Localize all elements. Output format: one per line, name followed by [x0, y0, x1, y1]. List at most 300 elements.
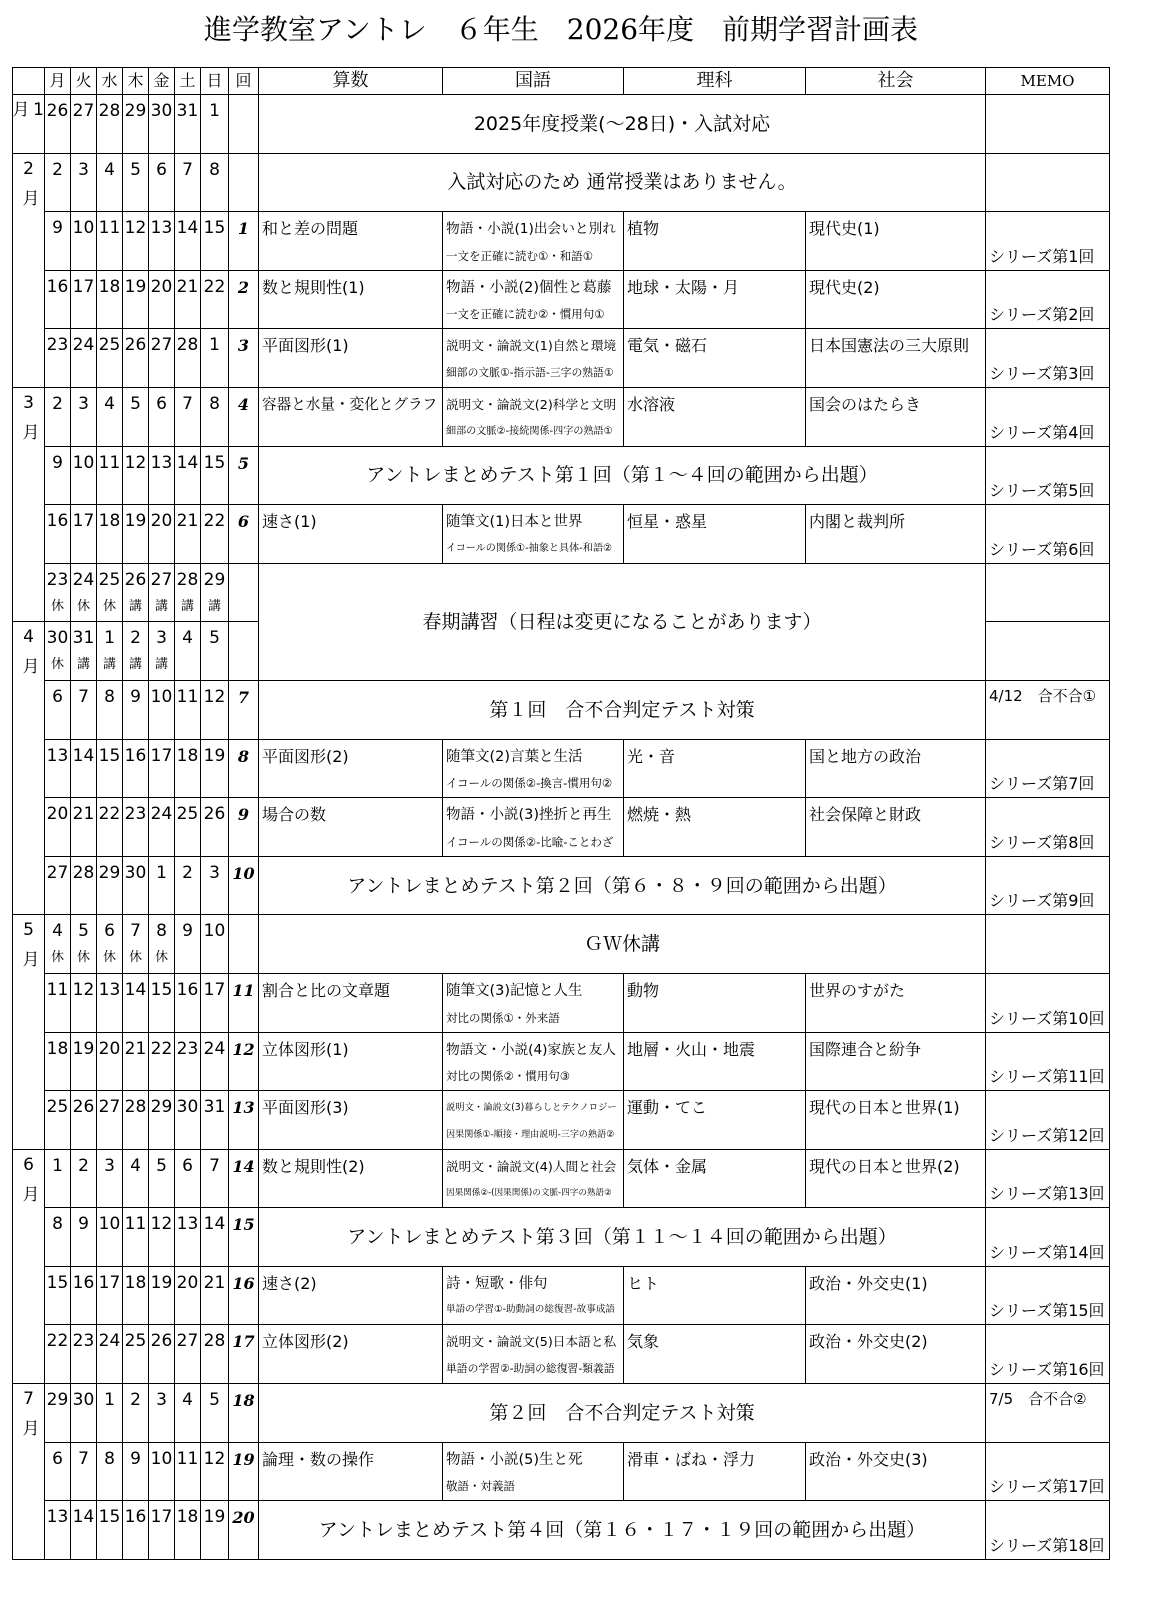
date-cell — [123, 622, 149, 681]
japanese-topic-main: 物語・小説(3)挫折と再生 — [446, 807, 612, 824]
date-cell — [71, 857, 97, 916]
date-number: 9 — [130, 686, 141, 707]
date-cell — [123, 95, 149, 154]
memo-cell — [986, 1501, 1110, 1560]
date-number: 28 — [124, 1097, 147, 1118]
page-title: 進学教室アントレ ６年生 2026年度 前期学習計画表 — [203, 13, 919, 46]
date-number: 19 — [150, 1272, 173, 1293]
memo-text: シリーズ第13回 — [989, 1184, 1105, 1204]
date-number: 10 — [150, 1448, 173, 1469]
date-number: 9 — [52, 452, 63, 473]
social-studies-topic: 国会のはたらき — [806, 388, 986, 447]
date-status-mark: 休 — [102, 950, 116, 966]
date-cell — [45, 915, 71, 974]
event-banner: 第２回 合不合判定テスト対策 — [259, 1384, 986, 1443]
date-cell — [97, 1325, 123, 1384]
science-topic: 地層・火山・地震 — [624, 1033, 806, 1092]
japanese-topic-sub: 一文を正確に読む①・和語① — [446, 248, 594, 263]
date-cell — [149, 1267, 175, 1326]
memo-cell — [986, 1208, 1110, 1267]
date-cell — [97, 95, 123, 154]
math-topic: 容器と水量・変化とグラフ — [259, 388, 443, 447]
japanese-topic — [443, 505, 624, 564]
date-number: 8 — [156, 921, 167, 942]
date-number: 30 — [72, 1390, 95, 1411]
date-cell — [149, 1150, 175, 1209]
date-status-mark: 講 — [102, 657, 116, 673]
date-cell — [201, 388, 229, 447]
date-cell — [71, 329, 97, 388]
date-number: 6 — [156, 159, 167, 180]
date-number: 3 — [78, 393, 89, 414]
date-number: 7 — [209, 1155, 220, 1176]
date-cell — [97, 857, 123, 916]
memo-text: シリーズ第1回 — [989, 246, 1095, 266]
date-cell — [97, 388, 123, 447]
date-number: 11 — [46, 979, 69, 1000]
japanese-topic — [443, 974, 624, 1033]
date-cell — [97, 1384, 123, 1443]
date-number: 18 — [98, 511, 121, 532]
date-number: 20 — [176, 1272, 199, 1293]
date-cell — [45, 1325, 71, 1384]
date-number: 5 — [78, 921, 89, 942]
date-number: 27 — [176, 1331, 199, 1352]
header-subject: 社会 — [806, 68, 986, 95]
date-number: 25 — [98, 569, 121, 590]
memo-cell — [986, 447, 1110, 506]
social-studies-topic: 国際連合と紛争 — [806, 1033, 986, 1092]
social-studies-topic: 日本国憲法の三大原則 — [806, 329, 986, 388]
date-status-mark: 休 — [76, 950, 90, 966]
date-cell — [175, 798, 201, 857]
header-month-column — [13, 68, 45, 95]
date-number: 25 — [46, 1097, 69, 1118]
date-number: 22 — [203, 511, 226, 532]
japanese-topic-main: 説明文・論説文(4)人間と社会 — [446, 1158, 617, 1174]
date-number: 12 — [124, 218, 147, 239]
date-cell — [123, 505, 149, 564]
japanese-topic-main: 物語・小説(2)個性と葛藤 — [446, 279, 612, 296]
date-cell — [71, 1443, 97, 1502]
science-topic: 水溶液 — [624, 388, 806, 447]
date-number: 28 — [72, 862, 95, 883]
japanese-topic-sub: 単語の学習②-助詞の総復習-類義語 — [446, 1362, 615, 1376]
date-number: 4 — [130, 1155, 141, 1176]
date-number: 27 — [72, 101, 95, 121]
date-number: 28 — [176, 569, 199, 590]
date-cell — [97, 974, 123, 1033]
japanese-topic-main: 説明文・論説文(1)自然と環境 — [446, 338, 617, 354]
date-number: 15 — [98, 1507, 121, 1528]
date-number: 9 — [52, 218, 63, 239]
date-cell — [149, 505, 175, 564]
lesson-number: 1 — [229, 212, 259, 271]
lesson-number: 13 — [229, 1091, 259, 1150]
japanese-topic — [443, 212, 624, 271]
date-cell — [45, 1033, 71, 1092]
date-cell — [149, 447, 175, 506]
date-number: 7 — [182, 393, 193, 414]
date-cell — [71, 505, 97, 564]
date-cell — [201, 1091, 229, 1150]
date-number: 29 — [150, 1097, 173, 1118]
date-cell — [71, 1325, 97, 1384]
memo-cell — [986, 1150, 1110, 1209]
date-cell — [71, 974, 97, 1033]
date-cell — [97, 915, 123, 974]
date-cell — [123, 1091, 149, 1150]
date-cell — [97, 505, 123, 564]
social-studies-topic: 国と地方の政治 — [806, 740, 986, 799]
date-number: 27 — [150, 335, 173, 356]
memo-text: シリーズ第7回 — [989, 774, 1095, 794]
date-number: 17 — [203, 979, 226, 1000]
date-cell — [149, 212, 175, 271]
science-topic: 光・音 — [624, 740, 806, 799]
date-number: 20 — [150, 276, 173, 297]
date-cell — [149, 1033, 175, 1092]
science-topic: 地球・太陽・月 — [624, 271, 806, 330]
date-cell — [97, 622, 123, 681]
date-number: 2 — [130, 1390, 141, 1411]
date-number: 13 — [150, 452, 173, 473]
date-number: 8 — [209, 393, 220, 414]
date-cell — [175, 154, 201, 213]
date-cell — [149, 1384, 175, 1443]
date-cell — [97, 564, 123, 623]
date-cell — [45, 564, 71, 623]
event-banner: 春期講習（日程は変更になることがあります） — [259, 564, 986, 681]
header-day: 土 — [175, 68, 201, 95]
date-number: 20 — [150, 511, 173, 532]
japanese-topic-sub: 単語の学習①-助動詞の総復習-故事成語 — [446, 1304, 616, 1316]
date-cell — [123, 1150, 149, 1209]
lesson-number: 17 — [229, 1325, 259, 1384]
month-label: 1月 — [8, 100, 49, 130]
memo-cell — [986, 154, 1110, 213]
science-topic: 燃焼・熱 — [624, 798, 806, 857]
date-number: 29 — [203, 569, 226, 590]
date-number: 14 — [203, 1214, 226, 1235]
memo-cell — [986, 622, 1110, 681]
japanese-topic — [443, 1150, 624, 1209]
date-cell — [201, 857, 229, 916]
date-number: 22 — [150, 1038, 173, 1059]
date-cell — [175, 329, 201, 388]
date-cell — [201, 447, 229, 506]
japanese-topic-sub: イコールの関係①-抽象と具体-和語② — [446, 542, 613, 554]
date-number: 5 — [209, 628, 220, 649]
social-studies-topic: 現代史(1) — [806, 212, 986, 271]
date-number: 26 — [203, 804, 226, 825]
date-number: 15 — [150, 979, 173, 1000]
date-cell — [175, 1325, 201, 1384]
date-cell — [201, 1033, 229, 1092]
date-cell — [71, 798, 97, 857]
lesson-number: 9 — [229, 798, 259, 857]
japanese-topic-main: 説明文・論説文(3)暮らしとテクノロジー — [446, 1102, 617, 1114]
date-number: 31 — [176, 101, 199, 121]
date-cell — [123, 1267, 149, 1326]
date-cell — [123, 447, 149, 506]
date-number: 26 — [150, 1331, 173, 1352]
date-cell — [71, 1208, 97, 1267]
date-status-mark: 講 — [180, 598, 194, 614]
date-cell — [97, 740, 123, 799]
date-cell — [97, 1033, 123, 1092]
date-number: 13 — [98, 979, 121, 1000]
month-label: 6月 — [18, 1154, 39, 1212]
date-cell — [45, 154, 71, 213]
date-cell — [71, 1091, 97, 1150]
memo-cell — [986, 1384, 1110, 1443]
date-cell — [149, 388, 175, 447]
date-cell — [149, 915, 175, 974]
memo-cell — [986, 329, 1110, 388]
lesson-number: 14 — [229, 1150, 259, 1209]
date-cell — [175, 915, 201, 974]
japanese-topic — [443, 329, 624, 388]
date-number: 13 — [150, 218, 173, 239]
date-number: 4 — [104, 159, 115, 180]
social-studies-topic: 社会保障と財政 — [806, 798, 986, 857]
lesson-number: 2 — [229, 271, 259, 330]
date-number: 7 — [78, 1448, 89, 1469]
date-cell — [175, 1208, 201, 1267]
math-topic: 数と規則性(2) — [259, 1150, 443, 1209]
date-cell — [123, 1033, 149, 1092]
memo-cell — [986, 1033, 1110, 1092]
date-cell — [149, 1091, 175, 1150]
date-number: 11 — [124, 1214, 147, 1235]
lesson-number — [229, 154, 259, 213]
date-number: 2 — [52, 393, 63, 414]
date-cell — [149, 329, 175, 388]
date-number: 2 — [130, 628, 141, 649]
header-subject: 算数 — [259, 68, 443, 95]
date-number: 26 — [124, 569, 147, 590]
event-banner: アントレまとめテスト第２回（第６・８・９回の範囲から出題） — [259, 857, 986, 916]
date-cell — [201, 154, 229, 213]
date-number: 2 — [78, 1155, 89, 1176]
japanese-topic-sub: 一文を正確に読む②・慣用句① — [446, 307, 605, 322]
japanese-topic — [443, 1325, 624, 1384]
date-number: 19 — [203, 1507, 226, 1528]
date-cell — [175, 681, 201, 740]
date-number: 15 — [98, 745, 121, 766]
japanese-topic-main: 随筆文(3)記憶と人生 — [446, 982, 583, 999]
date-number: 12 — [72, 979, 95, 1000]
memo-cell — [986, 798, 1110, 857]
japanese-topic — [443, 1267, 624, 1326]
lesson-number — [229, 622, 259, 681]
month-label: 4月 — [18, 627, 39, 685]
date-cell — [149, 564, 175, 623]
date-number: 26 — [72, 1097, 95, 1118]
date-number: 18 — [176, 1507, 199, 1528]
social-studies-topic: 現代史(2) — [806, 271, 986, 330]
japanese-topic-main: 物語・小説(5)生と死 — [446, 1451, 583, 1468]
date-number: 15 — [203, 452, 226, 473]
header-day: 金 — [149, 68, 175, 95]
month-label-cell — [13, 154, 45, 388]
science-topic: 運動・てこ — [624, 1091, 806, 1150]
science-topic: 植物 — [624, 212, 806, 271]
memo-text: シリーズ第9回 — [989, 891, 1095, 911]
date-number: 6 — [52, 1448, 63, 1469]
date-number: 24 — [203, 1038, 226, 1059]
date-cell — [123, 388, 149, 447]
lesson-number: 12 — [229, 1033, 259, 1092]
date-number: 30 — [46, 628, 69, 649]
date-status-mark: 休 — [154, 950, 168, 966]
event-banner: 2025年度授業(～28日)・入試対応 — [259, 95, 986, 154]
date-cell — [97, 798, 123, 857]
japanese-topic-main: 物語文・小説(4)家族と友人 — [446, 1041, 616, 1058]
japanese-topic-sub: 敬語・対義語 — [446, 1479, 515, 1494]
date-number: 1 — [209, 335, 220, 356]
date-cell — [45, 1501, 71, 1560]
memo-text: シリーズ第3回 — [989, 363, 1095, 383]
lesson-number: 19 — [229, 1443, 259, 1502]
date-cell — [175, 212, 201, 271]
date-cell — [175, 505, 201, 564]
date-cell — [97, 271, 123, 330]
date-number: 27 — [46, 862, 69, 883]
date-number: 13 — [46, 745, 69, 766]
japanese-topic-sub: 対比の関係②・慣用句③ — [446, 1069, 571, 1084]
social-studies-topic: 現代の日本と世界(1) — [806, 1091, 986, 1150]
date-number: 30 — [176, 1097, 199, 1118]
date-cell — [123, 212, 149, 271]
date-number: 30 — [150, 101, 173, 121]
date-cell — [175, 388, 201, 447]
date-number: 5 — [130, 393, 141, 414]
date-cell — [97, 212, 123, 271]
date-number: 16 — [124, 745, 147, 766]
date-number: 12 — [124, 452, 147, 473]
date-cell — [45, 1384, 71, 1443]
date-cell — [45, 740, 71, 799]
date-cell — [149, 622, 175, 681]
date-cell — [149, 857, 175, 916]
date-cell — [97, 154, 123, 213]
date-cell — [175, 564, 201, 623]
memo-cell — [986, 857, 1110, 916]
date-cell — [175, 1150, 201, 1209]
lesson-number: 5 — [229, 447, 259, 506]
date-cell — [97, 1267, 123, 1326]
date-number: 9 — [130, 1448, 141, 1469]
date-number: 12 — [203, 686, 226, 707]
date-number: 4 — [182, 1390, 193, 1411]
date-status-mark: 休 — [50, 950, 64, 966]
date-number: 21 — [124, 1038, 147, 1059]
date-cell — [201, 564, 229, 623]
month-label: 3月 — [18, 392, 39, 450]
date-number: 10 — [72, 452, 95, 473]
date-number: 21 — [176, 276, 199, 297]
japanese-topic — [443, 388, 624, 447]
date-number: 18 — [46, 1038, 69, 1059]
lesson-number: 7 — [229, 681, 259, 740]
japanese-topic-main: 詩・短歌・俳句 — [446, 1275, 548, 1292]
date-cell — [45, 857, 71, 916]
date-number: 11 — [98, 452, 121, 473]
date-cell — [149, 974, 175, 1033]
date-cell — [45, 212, 71, 271]
social-studies-topic: 政治・外交史(3) — [806, 1443, 986, 1502]
memo-cell — [986, 95, 1110, 154]
lesson-number: 11 — [229, 974, 259, 1033]
date-cell — [201, 1325, 229, 1384]
date-cell — [45, 271, 71, 330]
month-label-cell — [13, 1150, 45, 1384]
japanese-topic-sub: 細部の文脈②-接続関係-四字の熟語① — [446, 425, 613, 437]
date-number: 20 — [98, 1038, 121, 1059]
date-cell — [149, 1501, 175, 1560]
japanese-topic-sub: 因果関係①-順接・理由説明-三字の熟語② — [446, 1129, 615, 1140]
japanese-topic-main: 随筆文(2)言葉と生活 — [446, 748, 583, 765]
date-number: 8 — [52, 1214, 63, 1235]
date-number: 10 — [98, 1214, 121, 1235]
date-number: 23 — [72, 1331, 95, 1352]
math-topic: 場合の数 — [259, 798, 443, 857]
event-banner: 入試対応のため 通常授業はありません。 — [259, 154, 986, 213]
month-label-cell — [13, 622, 45, 915]
date-number: 10 — [72, 218, 95, 239]
date-cell — [97, 329, 123, 388]
date-status-mark: 講 — [207, 598, 221, 614]
memo-cell — [986, 1443, 1110, 1502]
date-cell — [97, 1208, 123, 1267]
month-label: 2月 — [18, 158, 39, 216]
math-topic: 立体図形(2) — [259, 1325, 443, 1384]
date-cell — [97, 1150, 123, 1209]
header-memo: MEMO — [986, 68, 1110, 95]
date-number: 23 — [46, 569, 69, 590]
memo-text: シリーズ第11回 — [989, 1067, 1105, 1087]
date-cell — [123, 1443, 149, 1502]
date-number: 11 — [176, 1448, 199, 1469]
math-topic: 数と規則性(1) — [259, 271, 443, 330]
date-number: 3 — [78, 159, 89, 180]
date-number: 6 — [156, 393, 167, 414]
date-number: 17 — [150, 1507, 173, 1528]
date-cell — [71, 95, 97, 154]
month-label-cell — [13, 915, 45, 1149]
date-status-mark: 休 — [50, 657, 64, 673]
date-cell — [201, 798, 229, 857]
date-cell — [45, 505, 71, 564]
date-status-mark: 講 — [76, 657, 90, 673]
date-number: 1 — [104, 1390, 115, 1411]
memo-cell — [986, 1267, 1110, 1326]
date-cell — [175, 447, 201, 506]
date-cell — [201, 505, 229, 564]
japanese-topic-sub: イコールの関係②-比喩-ことわざ — [446, 834, 614, 849]
japanese-topic-sub: イコールの関係②-換言-慣用句② — [446, 776, 613, 791]
date-cell — [201, 329, 229, 388]
date-cell — [201, 95, 229, 154]
date-cell — [45, 95, 71, 154]
date-number: 3 — [209, 862, 220, 883]
date-cell — [149, 271, 175, 330]
date-number: 12 — [150, 1214, 173, 1235]
memo-cell — [986, 974, 1110, 1033]
date-cell — [45, 388, 71, 447]
